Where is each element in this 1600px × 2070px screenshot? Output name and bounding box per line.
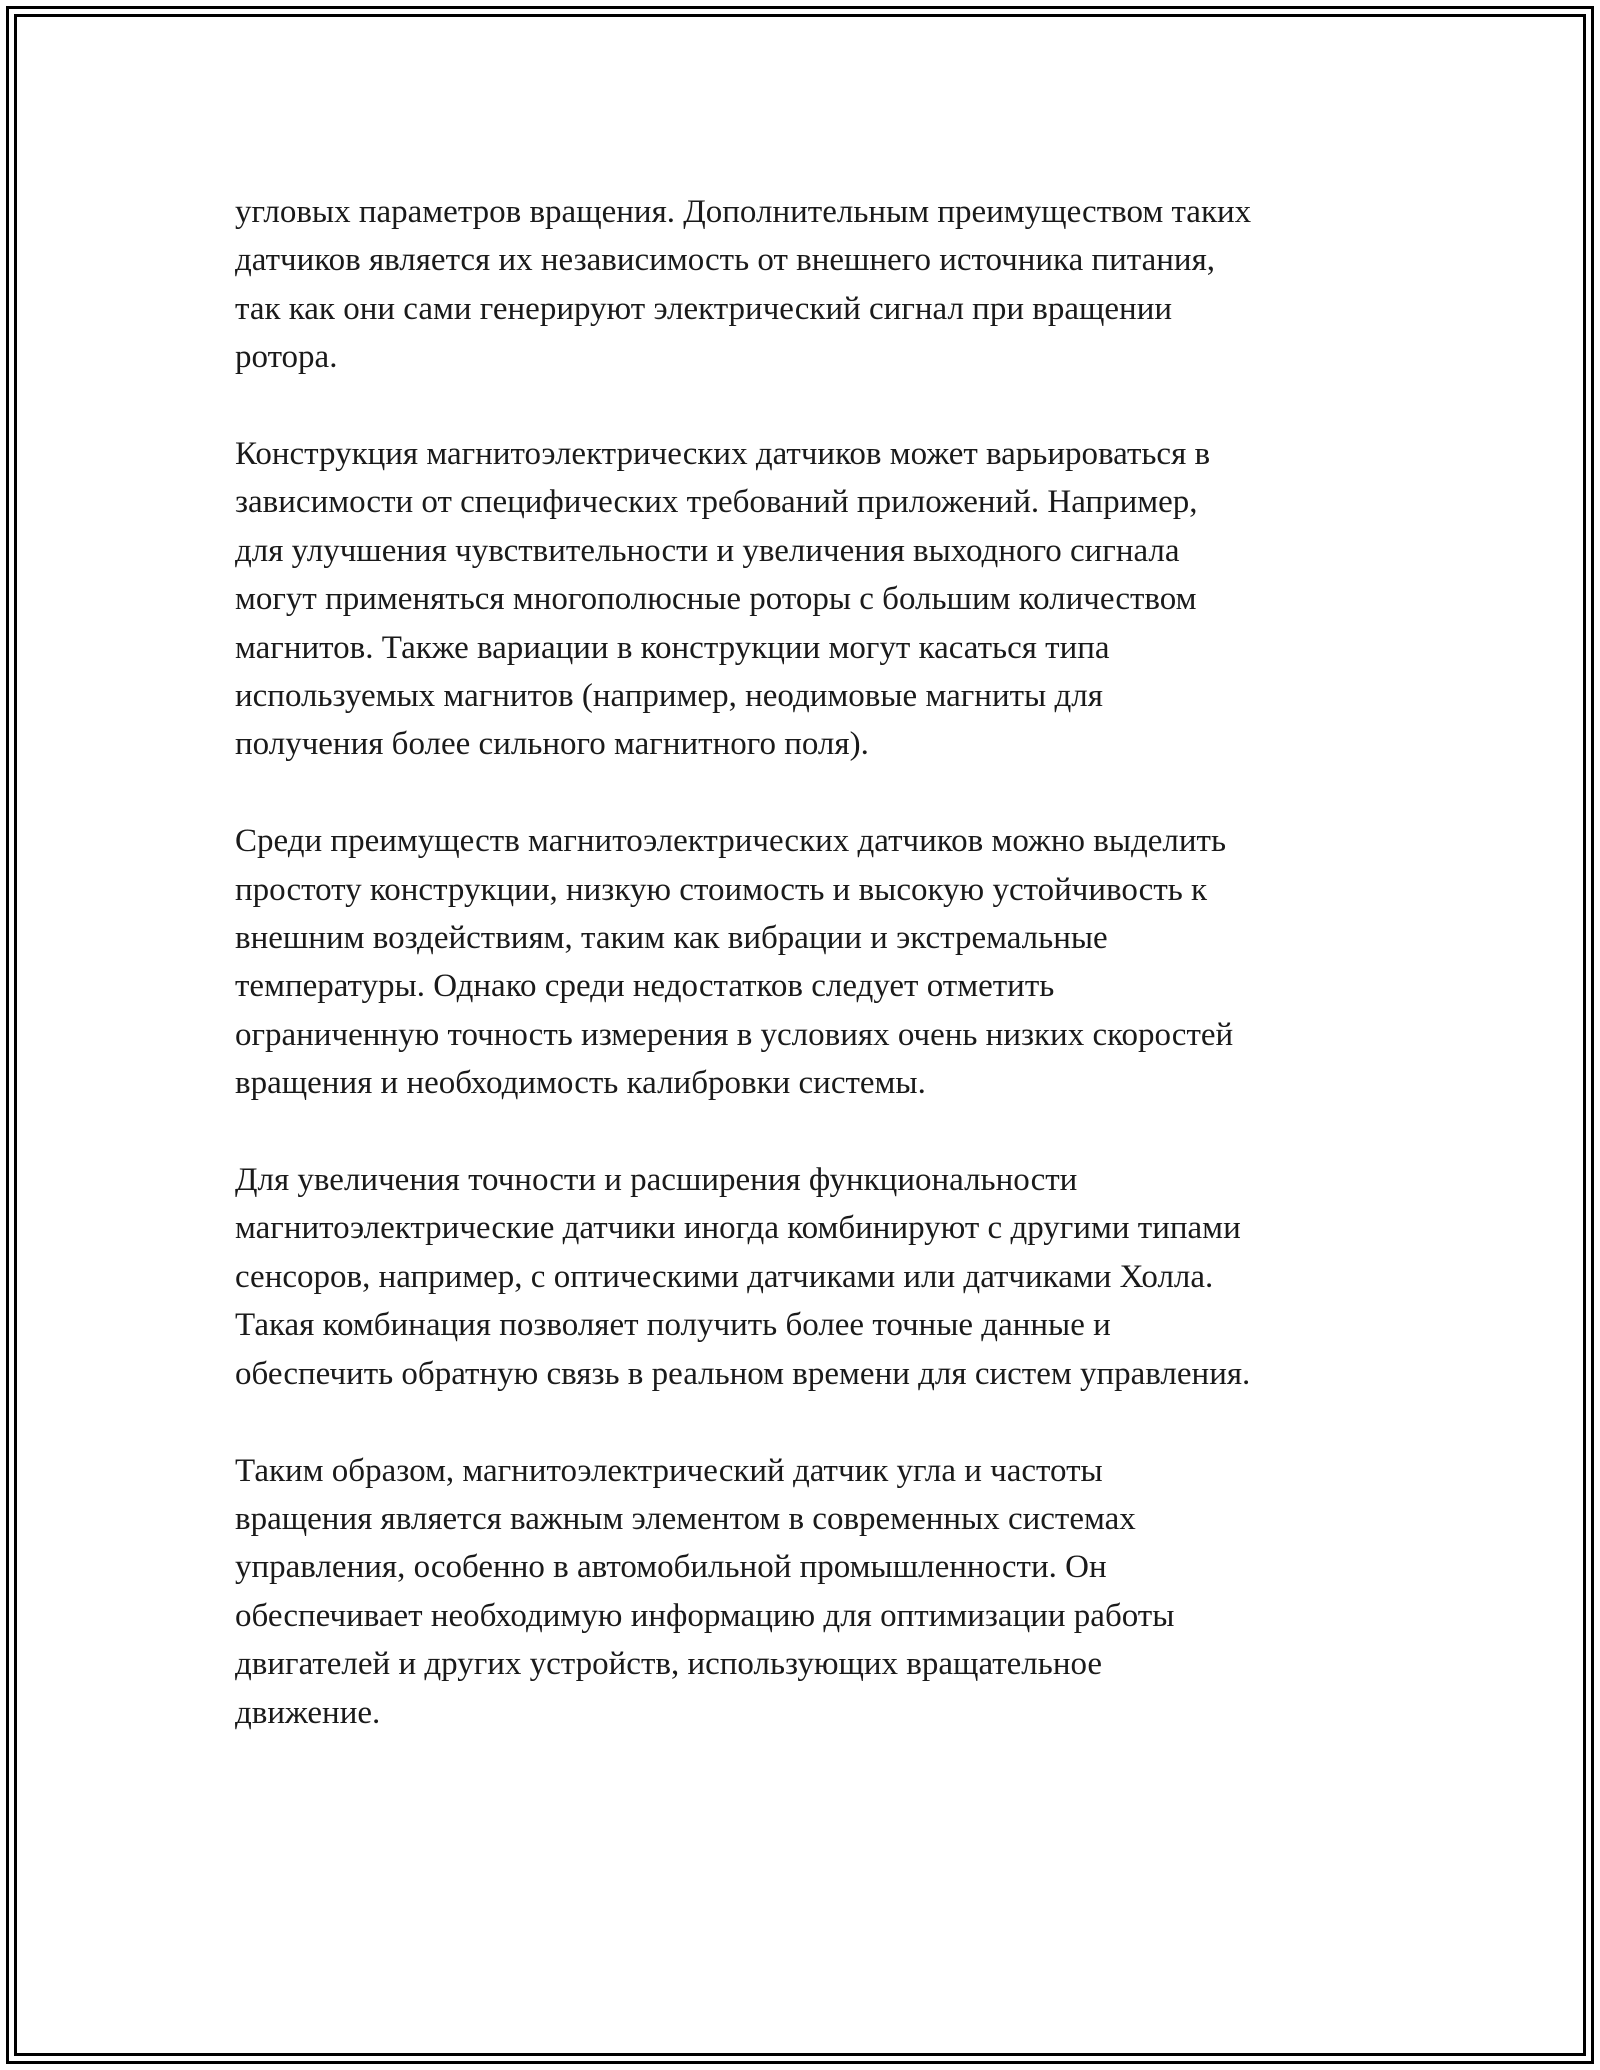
text-line: для улучшения чувствительности и увеличения выходного сигнала	[235, 532, 1180, 569]
text-line: Таким образом, магнитоэлектрический датчик угла и частоты	[235, 1452, 1103, 1489]
text-line: Среди преимуществ магнитоэлектрических датчиков можно выделить	[235, 823, 1227, 860]
text-line: датчиков является их независимость от внешнего источника питания,	[235, 242, 1216, 279]
text-line: простоту конструкции, низкую стоимость и высокую устойчивость к	[235, 871, 1208, 908]
text-line: двигателей и других устройств, использующих вращательное	[235, 1646, 1103, 1683]
text-line: Для увеличения точности и расширения функциональности	[235, 1162, 1078, 1199]
paragraph-1	[235, 188, 1375, 382]
text-line: ограниченную точность измерения в условиях очень низких скоростей	[235, 1016, 1234, 1053]
text-line: Такая комбинация позволяет получить более точные данные и	[235, 1307, 1111, 1344]
text-line: вращения является важным элементом в современных системах	[235, 1500, 1136, 1537]
text-line: внешним воздействиям, таким как вибрации и экстремальные	[235, 920, 1108, 957]
paragraph-3	[235, 817, 1375, 1107]
paragraph-4	[235, 1156, 1375, 1398]
paragraph-2	[235, 430, 1375, 769]
text-line: обеспечить обратную связь в реальном времени для систем управления.	[235, 1355, 1251, 1392]
text-line: получения более сильного магнитного поля).	[235, 726, 869, 763]
text-line: используемых магнитов (например, неодимовые магниты для	[235, 678, 1103, 715]
text-line: управления, особенно в автомобильной промышленности. Он	[235, 1549, 1107, 1586]
text-line: угловых параметров вращения. Дополнительным преимуществом таких	[235, 194, 1252, 230]
text-line: движение.	[235, 1694, 381, 1731]
paragraph-5	[235, 1447, 1375, 1737]
text-line: сенсоров, например, с оптическими датчиками или датчиками Холла.	[235, 1258, 1214, 1295]
text-line: Конструкция магнитоэлектрических датчиков может варьироваться в	[235, 436, 1211, 473]
text-line: обеспечивает необходимую информацию для оптимизации работы	[235, 1597, 1175, 1634]
text-line: ротора.	[235, 339, 338, 376]
document-body	[235, 188, 1375, 1737]
text-line: могут применяться многополюсные роторы с большим количеством	[235, 581, 1197, 618]
text-line: магнитоэлектрические датчики иногда комбинируют с другими типами	[235, 1210, 1241, 1247]
text-line: магнитов. Также вариации в конструкции могут касаться типа	[235, 629, 1110, 666]
text-line: вращения и необходимость калибровки системы.	[235, 1065, 926, 1102]
text-line: температуры. Однако среди недостатков следует отметить	[235, 968, 1055, 1005]
text-line: так как они сами генерируют электрический сигнал при вращении	[235, 290, 1173, 327]
text-line: зависимости от специфических требований приложений. Например,	[235, 484, 1198, 521]
